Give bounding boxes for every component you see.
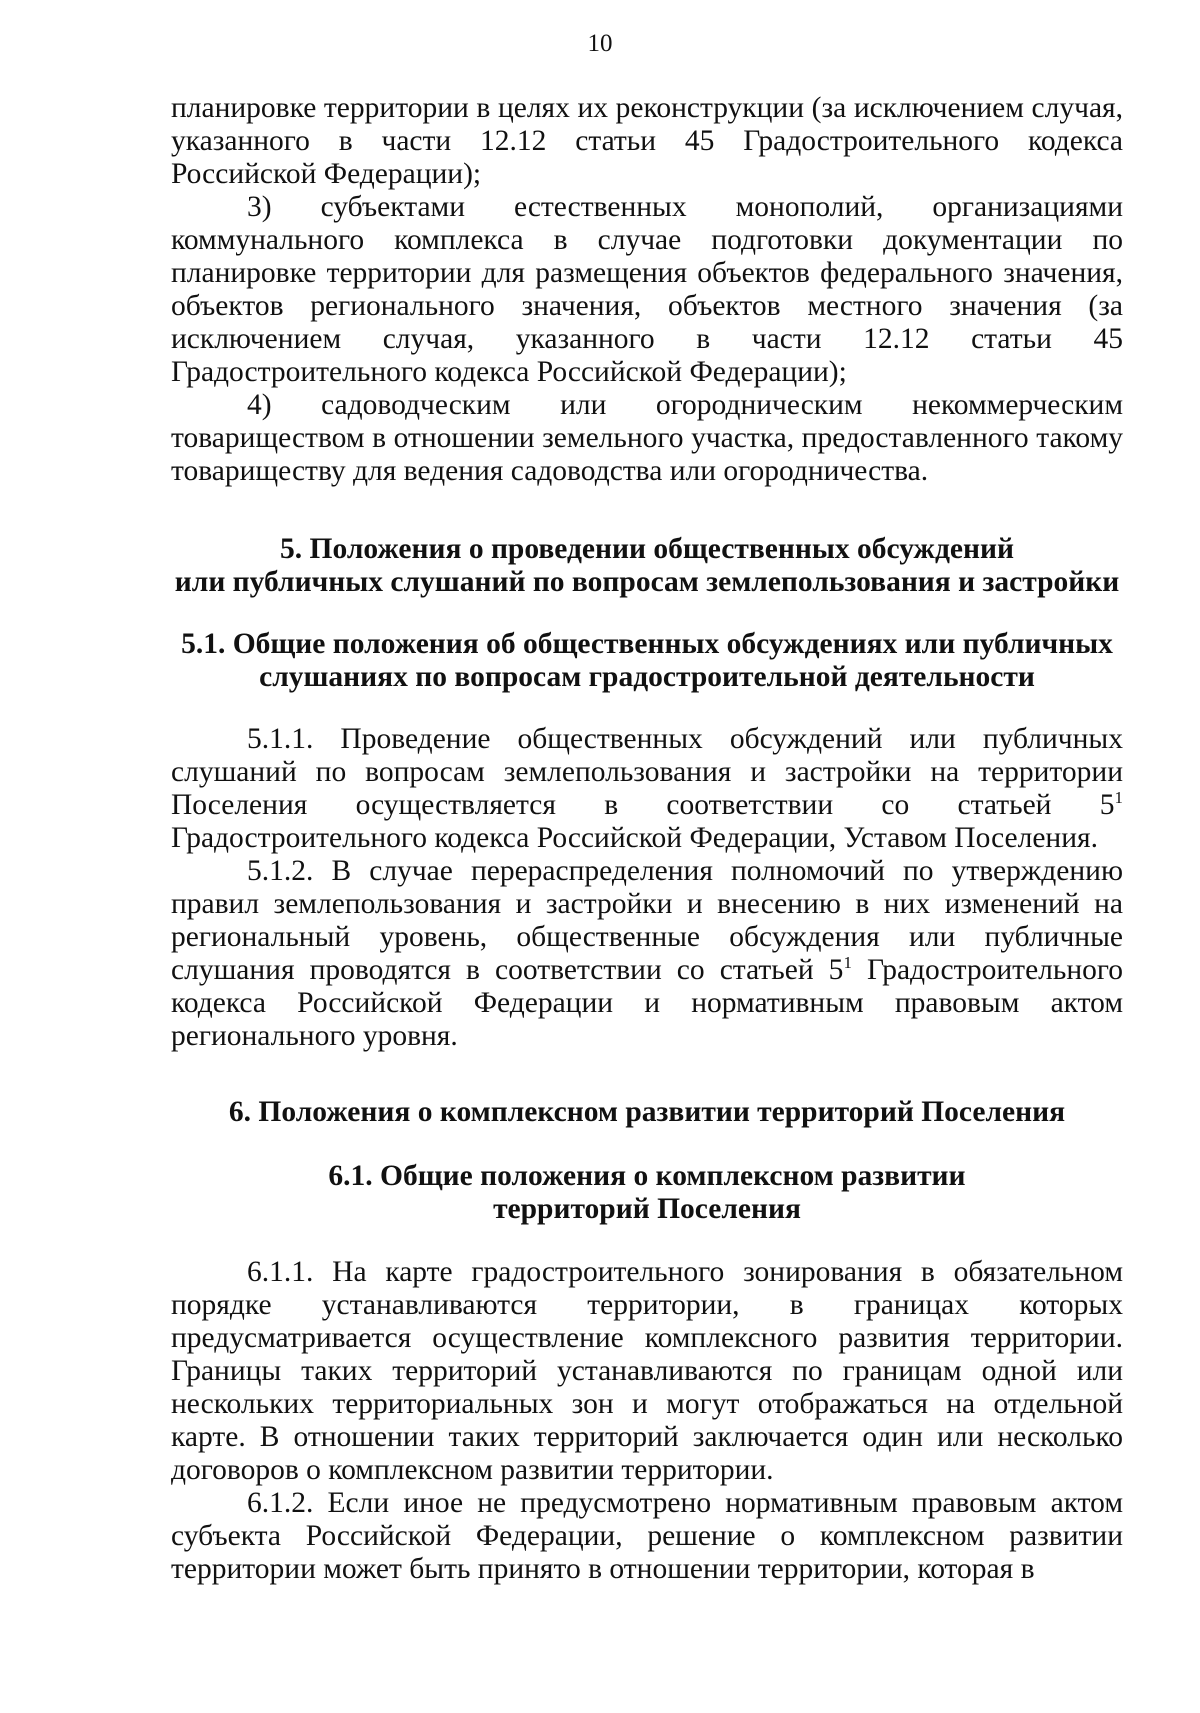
section-heading-5-line-1: 5. Положения о проведении общественных обсуждений <box>280 533 1014 565</box>
paragraph-5-1-1-text-b: Градостроительного кодекса Российской Федерации, Уставом Поселения. <box>171 822 1098 854</box>
paragraph-5-1-2-text-a: 5.1.2. В случае перераспределения полномочий по утверждению правил землепользования и застройки и внесению в них изменений на региональный уровень, общественные обсуждения или публичные слушания проводятся в соответствии со статьей 5 <box>171 855 1123 986</box>
section-heading-6-line-1: 6. Положения о комплексном развитии территорий Поселения <box>228 1096 1066 1128</box>
document-body <box>171 92 1123 1586</box>
subsection-heading-6-1-line-1: 6.1. Общие положения о комплексном развитии <box>328 1160 966 1192</box>
paragraph-item-3: 3) субъектами естественных монополий, организациями коммунального комплекса в случае подготовки документации по планировке территории для размещения объектов федерального значения, объектов регионального значения, объектов местного значения (за исключением случая, указанного в части 12.12 статьи 45 Градостроительного кодекса Российской Федерации); <box>171 191 1123 388</box>
section-heading-5-line-2: или публичных слушаний по вопросам землепользования и застройки <box>174 566 1120 598</box>
subsection-heading-5-1 <box>171 628 1123 694</box>
paragraph-6-1-1: 6.1.1. На карте градостроительного зонирования в обязательном порядке устанавливаются территории, в границах которых предусматривается осуществление комплексного развития территории. Границы таких территорий устанавливаются по границам одной или нескольких территориальных зон и могут отображаться на отдельной карте. В отношении таких территорий заключается один или несколько договоров о комплексном развитии территории. <box>171 1256 1123 1486</box>
superscript-mark: 1 <box>843 953 852 973</box>
superscript-mark: 1 <box>1114 788 1123 808</box>
paragraph-5-1-1 <box>171 723 1123 855</box>
subsection-heading-6-1-line-2: территорий Поселения <box>493 1193 801 1225</box>
subsection-heading-5-1-line-1: 5.1. Общие положения об общественных обсуждениях или публичных <box>181 628 1113 660</box>
paragraph-continuation: планировке территории в целях их реконструкции (за исключением случая, указанного в части 12.12 статьи 45 Градостроительного кодекса Российской Федерации); <box>171 92 1123 190</box>
section-heading-5 <box>171 533 1123 599</box>
paragraph-item-4: 4) садоводческим или огородническим некоммерческим товариществом в отношении земельного участка, предоставленного такому товариществу для ведения садоводства или огородничества. <box>171 389 1123 487</box>
subsection-heading-6-1 <box>171 1160 1123 1226</box>
paragraph-5-1-2-text-b: Градостроительного кодекса Российской Федерации и нормативным правовым актом регионального уровня. <box>171 954 1123 1052</box>
paragraph-6-1-2: 6.1.2. Если иное не предусмотрено нормативным правовым актом субъекта Российской Федерации, решение о комплексном развитии территории может быть принято в отношении территории, которая в <box>171 1487 1123 1585</box>
paragraph-5-1-1-text-a: 5.1.1. Проведение общественных обсуждений или публичных слушаний по вопросам землепользования и застройки на территории Поселения осуществляется в соответствии со статьей 5 <box>171 723 1123 821</box>
subsection-heading-5-1-line-2: слушаниях по вопросам градостроительной деятельности <box>259 661 1035 693</box>
section-heading-6 <box>171 1096 1123 1129</box>
page-number: 10 <box>587 30 613 57</box>
paragraph-5-1-2 <box>171 855 1123 1053</box>
